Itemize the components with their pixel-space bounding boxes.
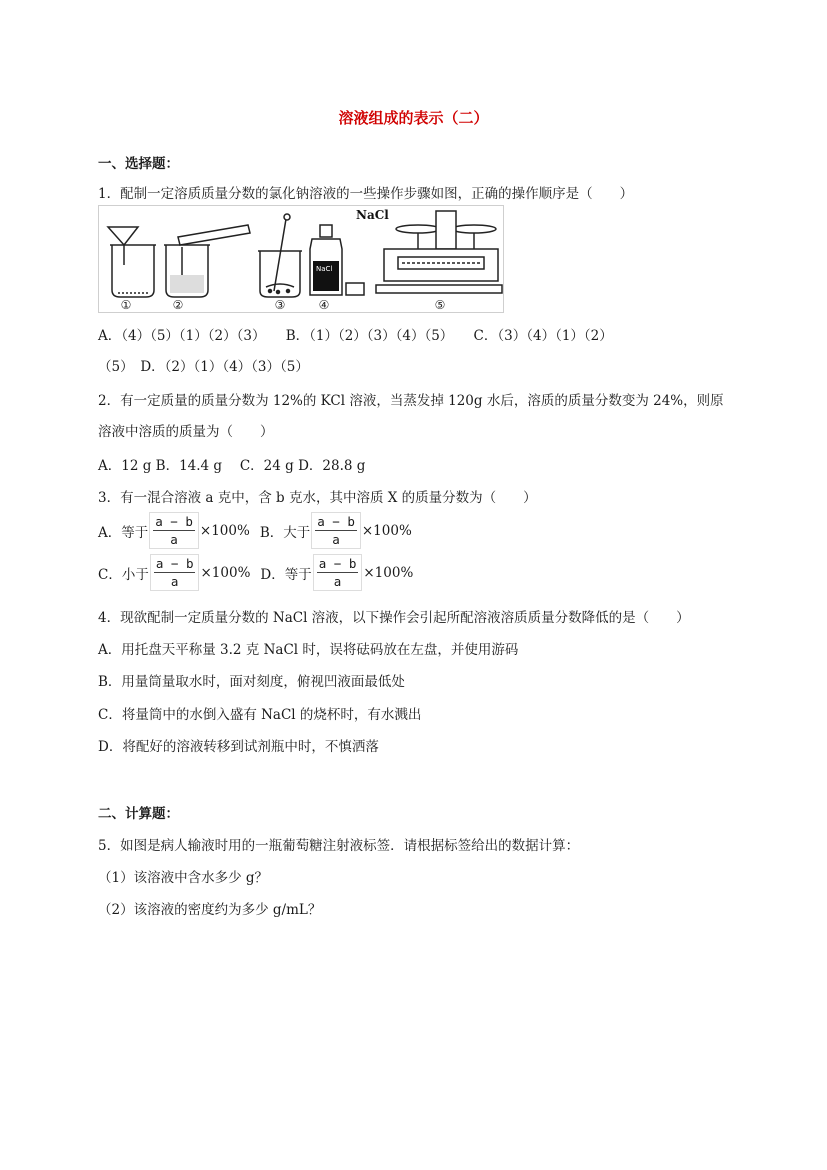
figure-label-3: ③	[274, 298, 286, 312]
q3-option-d-times: ×100%	[363, 564, 414, 581]
figure-label-2: ②	[172, 298, 184, 312]
fraction-denominator: a	[333, 574, 342, 589]
page-title: 溶液组成的表示（二）	[338, 109, 489, 127]
fraction-numerator: a − b	[318, 556, 357, 571]
fraction-numerator: a − b	[317, 514, 355, 529]
question-5-sub2: （2）该溶液的密度约为多少 g/mL？	[98, 902, 322, 918]
question-4-option-a: A．用托盘天平称量 3.2 克 NaCl 时，误将砝码放在左盘，并使用游码	[98, 642, 519, 658]
q3-option-c-fraction	[150, 554, 200, 591]
question-1-options-line2: （5） D．（2）（1）（4）（3）（5）	[98, 359, 309, 375]
balance-icon	[376, 211, 502, 293]
question-1-figure	[98, 205, 504, 313]
question-3-options-row2	[98, 554, 413, 591]
question-4-option-b: B．用量筒量取水时，面对刻度，俯视凹液面最低处	[98, 674, 405, 690]
fraction-numerator: a − b	[155, 514, 193, 529]
q3-option-b-label: B．大于	[259, 524, 311, 541]
q3-option-a-label: A．等于	[98, 524, 149, 541]
question-1-stem: 1．配制一定溶质质量分数的氯化钠溶液的一些操作步骤如图，正确的操作顺序是（ ）	[98, 186, 634, 202]
figure-label-5: ⑤	[434, 298, 446, 312]
figure-label-4: ④	[318, 298, 330, 312]
beaker-pour-icon	[164, 225, 250, 297]
question-4-option-c: C．将量筒中的水倒入盛有 NaCl 的烧杯时，有水溅出	[98, 707, 422, 723]
figure-label-1: ①	[120, 298, 132, 312]
question-2-options: A．12 g B．14.4 g C．24 g D．28.8 g	[98, 458, 366, 474]
fraction-denominator: a	[170, 574, 179, 589]
fraction-denominator: a	[332, 532, 340, 547]
q3-option-d-label: D．等于	[260, 566, 312, 583]
q3-option-d-fraction	[313, 554, 363, 591]
question-1-options-line1: A．（4）（5）（1）（2）（3） B．（1）（2）（3）（4）（5） C．（3）（4）（1）（2）	[98, 328, 613, 344]
q3-option-c-label: C．小于	[98, 566, 149, 583]
q3-option-b-fraction	[311, 512, 361, 549]
question-2-stem-line1: 2．有一定质量的质量分数为 12%的 KCl 溶液，当蒸发掉 120g 水后，溶质的质量分数变为 24%，则原	[98, 393, 724, 409]
fraction-denominator: a	[170, 532, 178, 547]
question-5-stem: 5．如图是病人输液时用的一瓶葡萄糖注射液标签．请根据标签给出的数据计算：	[98, 838, 580, 854]
question-3-options-row1	[98, 512, 412, 549]
reagent-bottle-icon	[310, 225, 364, 295]
question-4-stem: 4．现欲配制一定质量分数的 NaCl 溶液，以下操作会引起所配溶液溶质质量分数降低的是（ ）	[98, 610, 690, 626]
q3-option-a-fraction	[149, 512, 199, 549]
beaker-funnel-icon	[108, 227, 156, 297]
nacl-label: NaCl	[356, 208, 389, 222]
question-2-stem-line2: 溶液中溶质的质量为（ ）	[98, 424, 274, 440]
bottle-label: NaCl	[316, 265, 333, 273]
question-5-sub1: （1）该溶液中含水多少 g？	[98, 870, 269, 886]
beaker-stir-icon	[258, 214, 302, 297]
fraction-numerator: a − b	[155, 556, 194, 571]
question-4-option-d: D．将配好的溶液转移到试剂瓶中时，不慎洒落	[98, 739, 379, 755]
question-3-stem: 3．有一混合溶液 a 克中，含 b 克水，其中溶质 X 的质量分数为（ ）	[98, 490, 537, 506]
q3-option-b-times: ×100%	[361, 522, 412, 539]
section-heading-choice: 一、选择题：	[98, 156, 179, 172]
section-heading-calc: 二、计算题：	[98, 806, 179, 822]
q3-option-a-times: ×100%	[199, 522, 250, 539]
q3-option-c-times: ×100%	[200, 564, 251, 581]
